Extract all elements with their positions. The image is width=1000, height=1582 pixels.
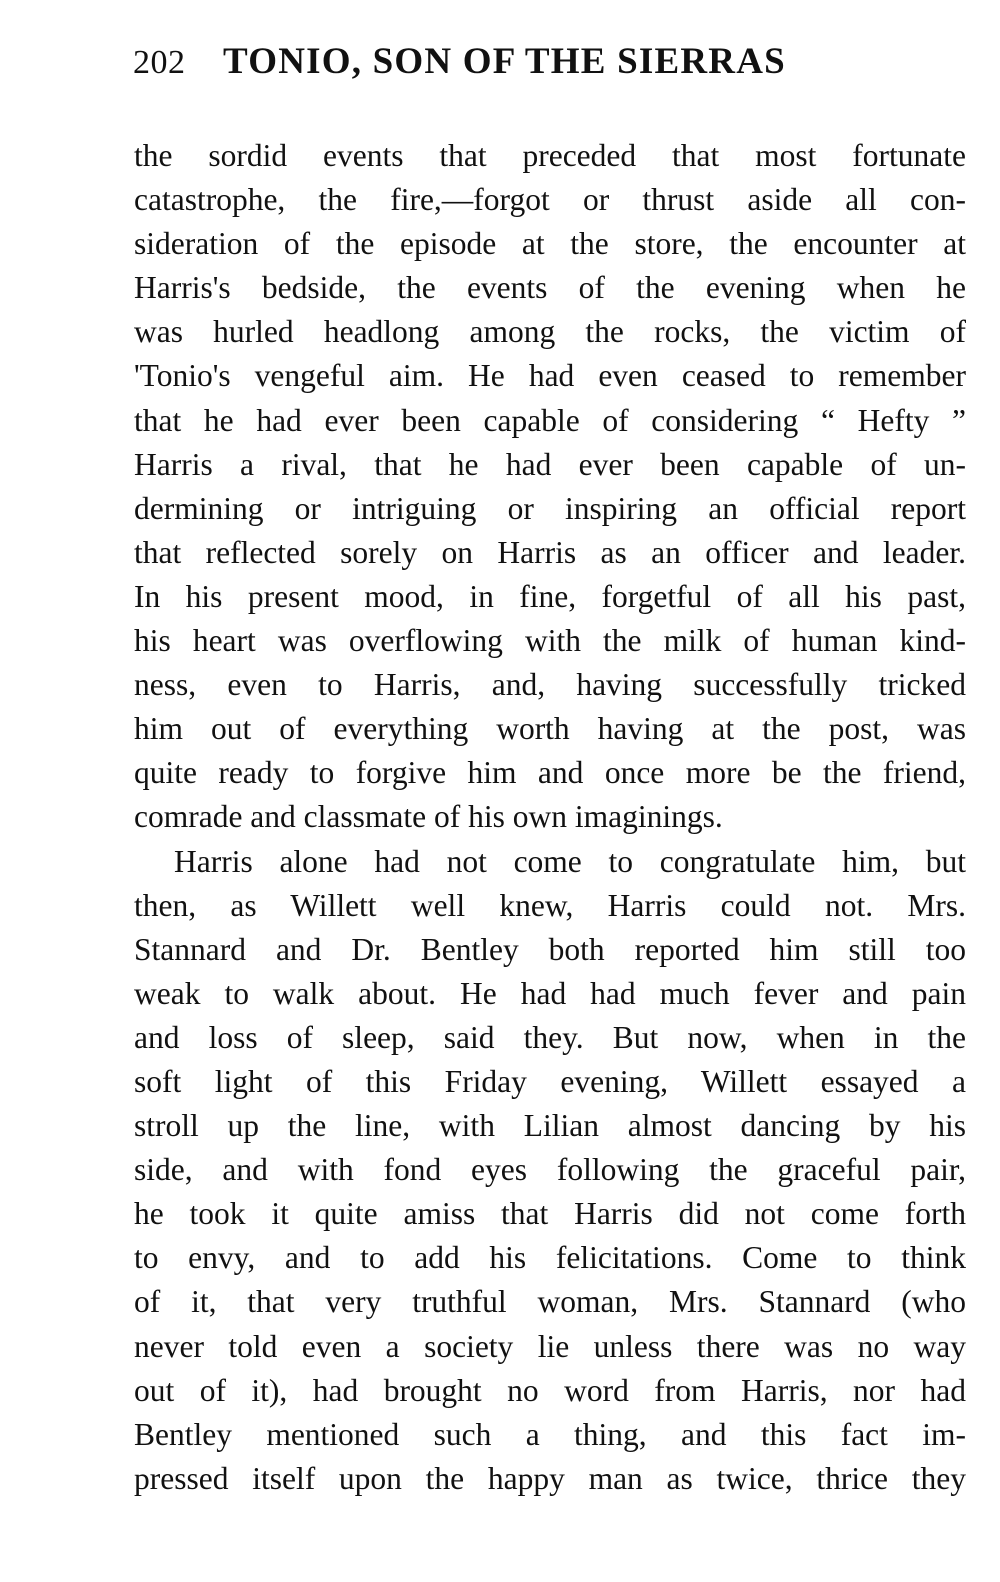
paragraph-2 — [134, 840, 966, 1501]
text-line: catastrophe, the fire,—forgot or thrust aside all con- — [134, 182, 966, 218]
text-line: Harris a rival, that he had ever been capable of un- — [134, 446, 966, 482]
text-line: out of it), had brought no word from Harris, nor had — [134, 1372, 966, 1408]
text-line: the sordid events that preceded that most fortunate — [134, 138, 966, 173]
text-line: never told even a society lie unless there was no way — [134, 1328, 966, 1364]
text-line: and loss of sleep, said they. But now, when in the — [134, 1019, 966, 1055]
text-line: him out of everything worth having at the post, was — [134, 711, 966, 747]
paragraph-1 — [134, 134, 966, 840]
text-line: to envy, and to add his felicitations. Come to think — [134, 1240, 966, 1276]
text-line: quite ready to forgive him and once more be the friend, — [134, 755, 966, 791]
text-line: comrade and classmate of his own imaginings. — [134, 799, 723, 835]
text-line: sideration of the episode at the store, the encounter at — [134, 226, 966, 262]
page-number: 202 — [133, 44, 186, 81]
text-line: then, as Willett well knew, Harris could not. Mrs. — [134, 887, 966, 923]
text-line: was hurled headlong among the rocks, the victim of — [134, 314, 966, 350]
text-line: soft light of this Friday evening, Willett essayed a — [134, 1063, 966, 1099]
running-title: TONIO, SON OF THE SIERRAS — [223, 41, 786, 82]
text-line: pressed itself upon the happy man as twice, thrice they — [134, 1460, 966, 1496]
text-line: 'Tonio's vengeful aim. He had even ceased to remember — [134, 358, 966, 394]
text-line: ness, even to Harris, and, having successfully tricked — [134, 667, 966, 703]
text-line: that he had ever been capable of considering “ Hefty ” — [134, 402, 966, 438]
text-line: Harris's bedside, the events of the evening when he — [134, 270, 966, 306]
text-line: Bentley mentioned such a thing, and this fact im- — [134, 1416, 966, 1452]
running-head — [133, 40, 903, 104]
text-line: side, and with fond eyes following the graceful pair, — [134, 1152, 966, 1188]
text-line: his heart was overflowing with the milk of human kind- — [134, 623, 966, 659]
body-text — [134, 134, 966, 1501]
text-line: that reflected sorely on Harris as an officer and leader. — [134, 534, 966, 570]
text-line: of it, that very truthful woman, Mrs. Stannard (who — [134, 1284, 966, 1320]
text-line: In his present mood, in fine, forgetful of all his past, — [134, 578, 966, 614]
text-line: Stannard and Dr. Bentley both reported him still too — [134, 931, 966, 967]
text-line: stroll up the line, with Lilian almost dancing by his — [134, 1108, 966, 1144]
text-line: weak to walk about. He had had much fever and pain — [134, 975, 966, 1011]
text-line: he took it quite amiss that Harris did not come forth — [134, 1196, 966, 1232]
text-line: dermining or intriguing or inspiring an official report — [134, 490, 966, 526]
text-line: Harris alone had not come to congratulate him, but — [174, 843, 966, 879]
